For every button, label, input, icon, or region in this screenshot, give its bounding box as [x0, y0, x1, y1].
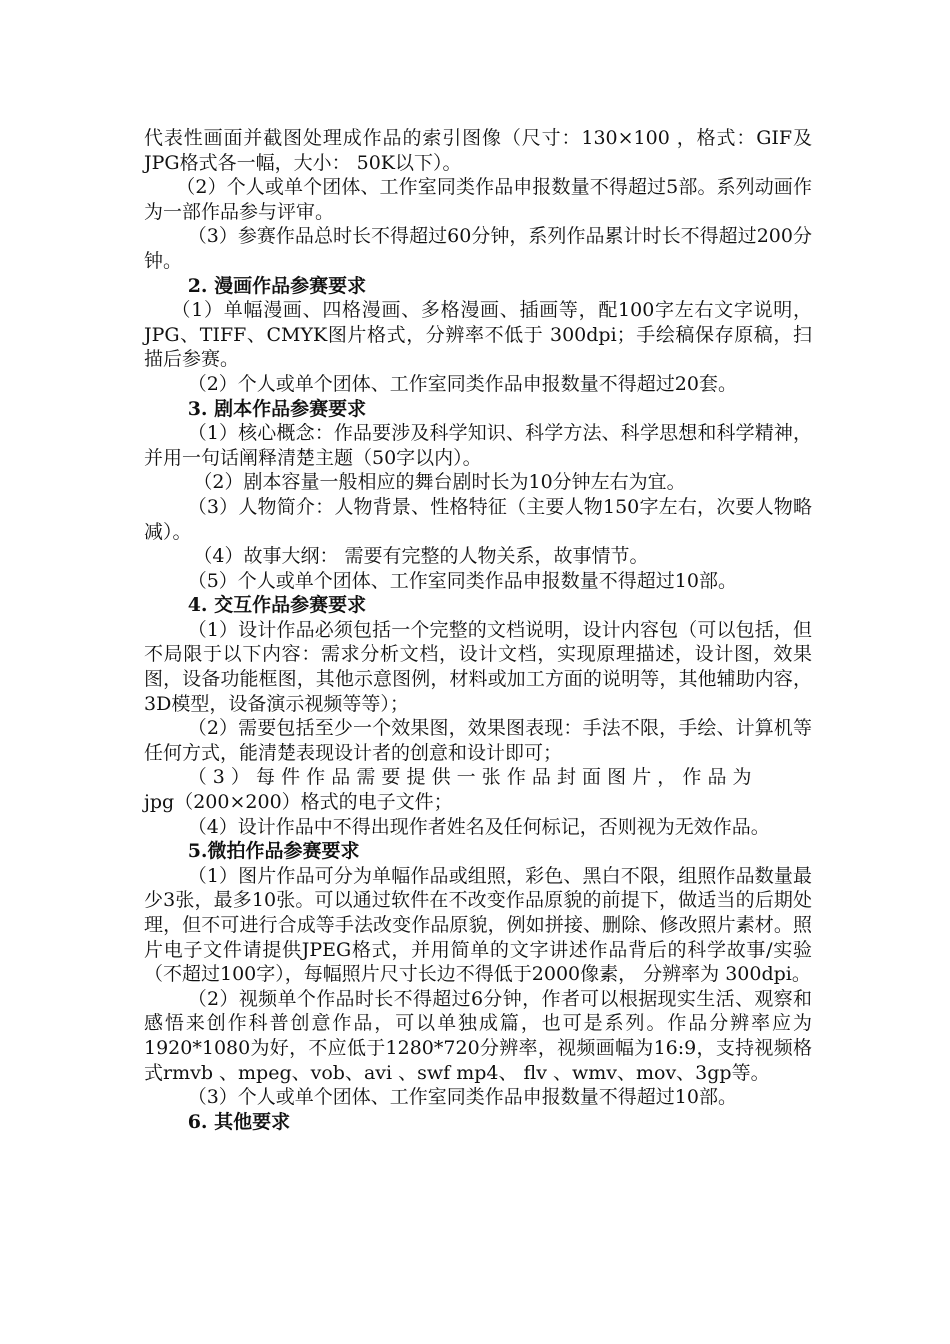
paragraph-video-rules: （2）视频单个作品时长不得超过6分钟，作者可以根据现实生活、观察和感悟来创作科普创意作品，可以单独成篇，也可是系列。作品分辨率应为1920*1080为好，不应低于1280*720分辨率，视频画幅为16:9，支持视频格式rmvb 、mpeg、vob、avi 、swf mp4、 flv 、wmv、mov、3gp等。	[144, 987, 812, 1084]
paragraph-comics-format: （1）单幅漫画、四格漫画、多格漫画、插画等，配100字左右文字说明， JPG、TIFF、CMYK图片格式，分辨率不低于 300dpi；手绘稿保存原稿，扫描后参赛。	[144, 299, 812, 371]
heading-comics: 2. 漫画作品参赛要求	[187, 274, 367, 297]
paragraph-script-characters: （3）人物简介：人物背景、性格特征（主要人物150字左右，次要人物略减）。	[144, 495, 812, 543]
paragraph-interactive-cover: （3）每件作品需要提供一张作品封面图片，作品为	[187, 766, 758, 789]
paragraph-script-concept: （1）核心概念：作品要涉及科学知识、科学方法、科学思想和科学精神，并用一句话阐释清楚主题（50字以内）。	[144, 422, 812, 469]
paragraph-comics-limit: （2）个人或单个团体、工作室同类作品申报数量不得超过20套。	[187, 372, 737, 395]
heading-interactive: 4. 交互作品参赛要求	[187, 594, 367, 617]
paragraph-script-length: （2）剧本容量一般相应的舞台剧时长为10分钟左右为宜。	[193, 471, 686, 494]
paragraph-index-image: 代表性画面并截图处理成作品的索引图像（尺寸：130×100 ，格式：GIF及JPG格式各一幅，大小： 50K以下）。	[144, 127, 812, 174]
heading-micro-photo: 5.微拍作品参赛要求	[187, 840, 360, 863]
paragraph-interactive-render: （2）需要包括至少一个效果图，效果图表现：手法不限，手绘、计算机等任何方式，能清楚表现设计者的创意和设计即可；	[144, 717, 812, 764]
paragraph-animation-duration: （3）参赛作品总时长不得超过60分钟，系列作品累计时长不得超过200分钟。	[144, 225, 812, 272]
paragraph-interactive-anonymous: （4）设计作品中不得出现作者姓名及任何标记，否则视为无效作品。	[187, 815, 770, 838]
paragraph-micro-limit: （3）个人或单个团体、工作室同类作品申报数量不得超过10部。	[187, 1086, 737, 1109]
paragraph-animation-limit: （2）个人或单个团体、工作室同类作品申报数量不得超过5部。系列动画作为一部作品参与评审。	[144, 176, 812, 223]
paragraph-interactive-docs: （1）设计作品必须包括一个完整的文档说明，设计内容包（可以包括，但不局限于以下内容：需求分析文档，设计文档，实现原理描述，设计图，效果图，设备功能框图，其他示意图例，材料或加工方面的说明等，其他辅助内容，3D模型，设备演示视频等等）；	[144, 618, 812, 715]
paragraph-script-outline: （4）故事大纲： 需要有完整的人物关系，故事情节。	[193, 545, 649, 568]
document-page	[144, 126, 812, 1134]
paragraph-photo-rules: （1）图片作品可分为单幅作品或组照，彩色、黑白不限，组照作品数量最少3张，最多10张。可以通过软件在不改变作品原貌的前提下，做适当的后期处理，但不可进行合成等手法改变作品原貌，例如拼接、删除、修改照片素材。照片电子文件请提供JPEG格式，并用简单的文字讲述作品背后的科学故事/实验（不超过100字），每幅照片尺寸长边不得低于2000像素， 分辨率为 300dpi。	[144, 864, 812, 986]
heading-other: 6. 其他要求	[187, 1110, 291, 1133]
paragraph-script-limit: （5）个人或单个团体、工作室同类作品申报数量不得超过10部。	[187, 569, 737, 592]
paragraph-interactive-cover-format: jpg（200×200）格式的电子文件；	[144, 791, 453, 814]
heading-script: 3. 剧本作品参赛要求	[187, 397, 367, 420]
